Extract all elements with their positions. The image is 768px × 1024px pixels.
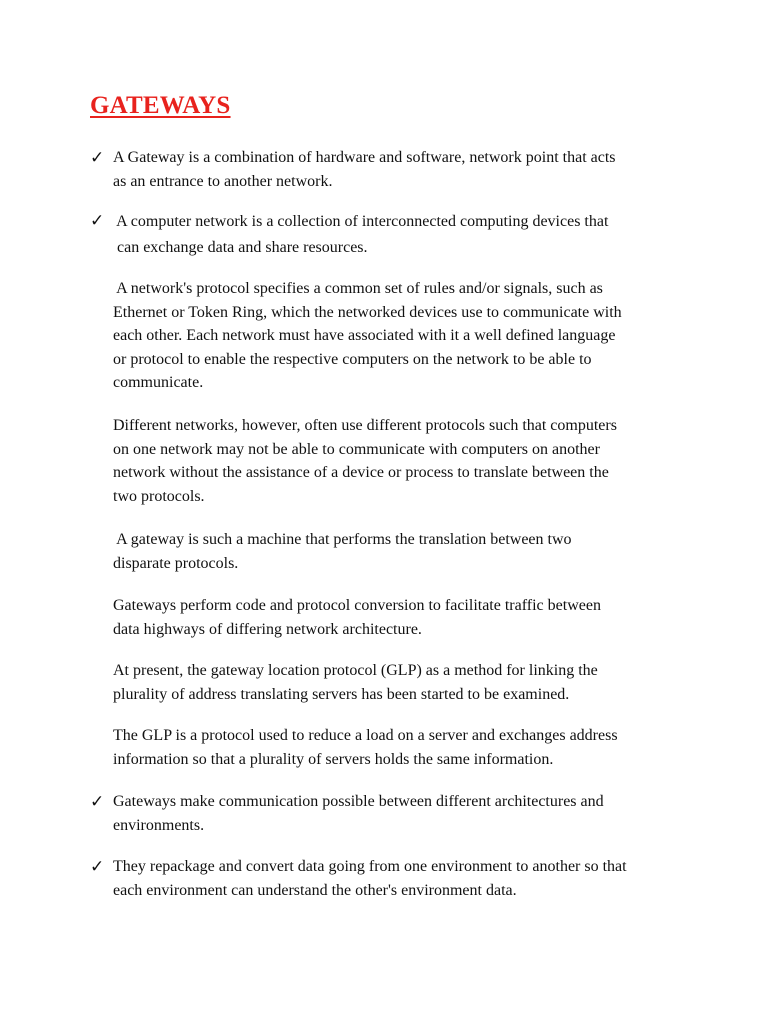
text-line: Ethernet or Token Ring, which the networked devices use to communicate with bbox=[113, 303, 622, 321]
text-line: as an entrance to another network. bbox=[113, 172, 333, 190]
bullet-gateway-definition bbox=[113, 146, 713, 193]
checkmark-icon: ✓ bbox=[90, 148, 105, 167]
text-line: A computer network is a collection of interconnected computing devices that bbox=[113, 213, 609, 230]
checkmark-icon: ✓ bbox=[90, 211, 105, 230]
text-line: They repackage and convert data going from one environment to another so that bbox=[113, 858, 627, 875]
checkmark-icon: ✓ bbox=[90, 857, 105, 876]
text-line: communicate. bbox=[113, 374, 204, 392]
paragraph-network-protocol bbox=[113, 277, 713, 395]
paragraph-code-conversion bbox=[113, 594, 713, 641]
text-line: two protocols. bbox=[113, 487, 205, 505]
text-line: At present, the gateway location protocol (GLP) as a method for linking the bbox=[113, 662, 598, 679]
text-line: information so that a plurality of servers holds the same information. bbox=[113, 750, 554, 768]
text-line: disparate protocols. bbox=[113, 554, 239, 572]
text-line: can exchange data and share resources. bbox=[113, 239, 368, 256]
bullet-computer-network bbox=[113, 209, 713, 261]
text-line: or protocol to enable the respective computers on the network to be able to bbox=[113, 350, 592, 368]
text-line: Gateways make communication possible between different architectures and bbox=[113, 793, 604, 810]
text-line: each environment can understand the other's environment data. bbox=[113, 881, 517, 899]
paragraph-glp-method bbox=[113, 659, 713, 706]
paragraph-glp-protocol bbox=[113, 724, 713, 771]
text-line: environments. bbox=[113, 816, 205, 834]
text-line: A network's protocol specifies a common set of rules and/or signals, such as bbox=[113, 280, 603, 297]
bullet-communication-possible bbox=[113, 790, 713, 837]
text-line: A Gateway is a combination of hardware and software, network point that acts bbox=[113, 149, 616, 166]
paragraph-different-networks bbox=[113, 414, 713, 508]
text-line: A gateway is such a machine that performs the translation between two bbox=[113, 531, 572, 548]
text-line: network without the assistance of a device or process to translate between the bbox=[113, 464, 609, 482]
text-line: data highways of differing network architecture. bbox=[113, 620, 422, 638]
text-line: Gateways perform code and protocol conversion to facilitate traffic between bbox=[113, 597, 601, 614]
text-line: on one network may not be able to communicate with computers on another bbox=[113, 440, 600, 458]
bullet-repackage-data bbox=[113, 855, 713, 902]
text-line: Different networks, however, often use different protocols such that computers bbox=[113, 417, 617, 434]
paragraph-gateway-machine bbox=[113, 528, 713, 575]
text-line: each other. Each network must have associated with it a well defined language bbox=[113, 327, 616, 345]
text-line: The GLP is a protocol used to reduce a load on a server and exchanges address bbox=[113, 727, 618, 744]
page-title: GATEWAYS bbox=[90, 92, 231, 119]
text-line: plurality of address translating servers has been started to be examined. bbox=[113, 685, 570, 703]
checkmark-icon: ✓ bbox=[90, 792, 105, 811]
